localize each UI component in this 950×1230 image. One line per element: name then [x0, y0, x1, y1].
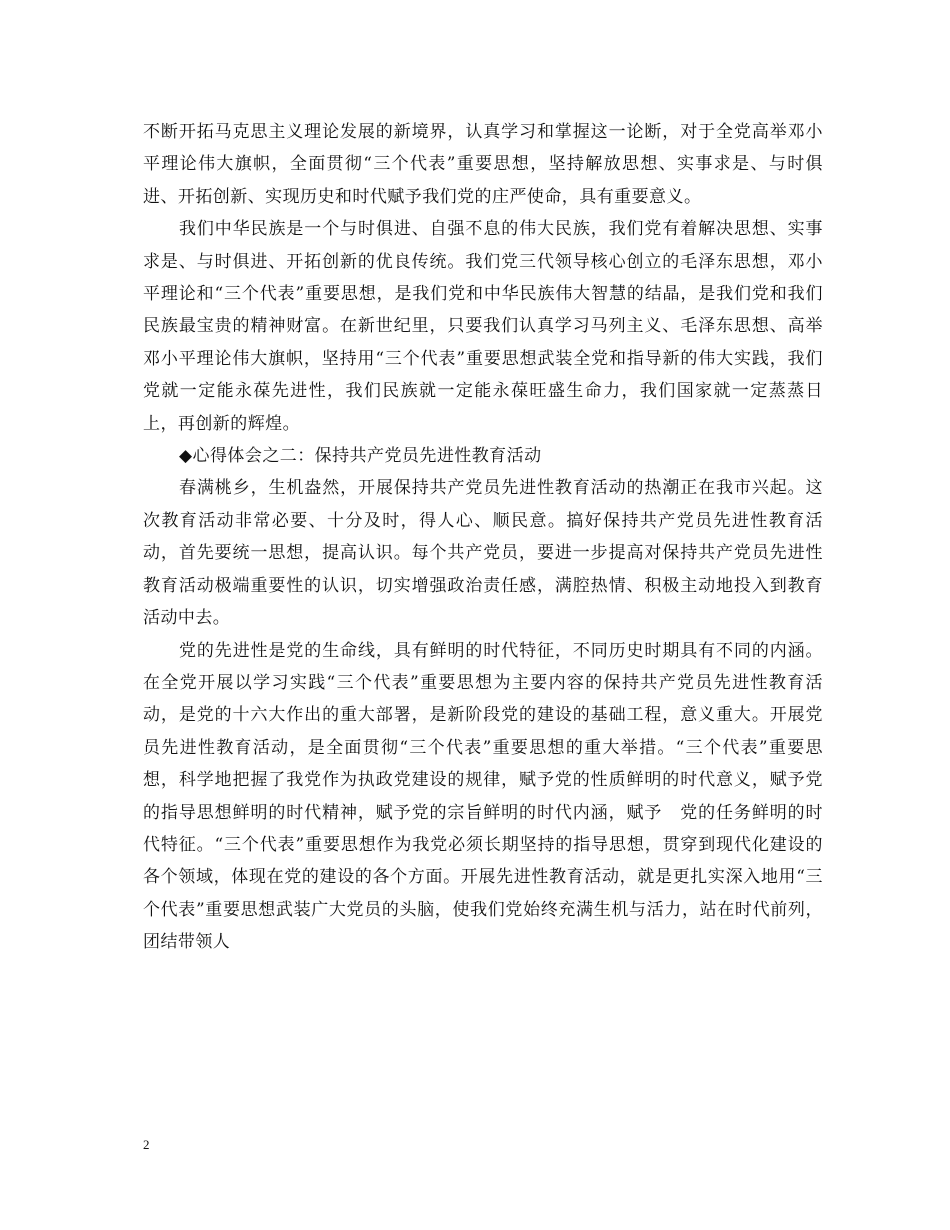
- page-number: 2: [143, 1137, 150, 1152]
- paragraph-continuation: 不断开拓马克思主义理论发展的新境界，认真学习和掌握这一论断，对于全党高举邓小平理论伟大旗帜，全面贯彻“三个代表”重要思想，坚持解放思想、实事求是、与时俱进、开拓创新、实现历史和时代赋予我们党的庄严使命，具有重要意义。: [143, 122, 823, 207]
- paragraph-spring: 春满桃乡，生机盎然，开展保持共产党员先进性教育活动的热潮正在我市兴起。这次教育活动非常必要、十分及时，得人心、顺民意。搞好保持共产党员先进性教育活动，首先要统一思想，提高认识。每个共产党员，要进一步提高对保持共产党员先进性教育活动极端重要性的认识，切实增强政治责任感，满腔热情、积极主动地投入到教育活动中去。: [143, 478, 823, 629]
- paragraph-advancement: 党的先进性是党的生命线，具有鲜明的时代特征，不同历史时期具有不同的内涵。在全党开展以学习实践“三个代表”重要思想为主要内容的保持共产党员先进性教育活动，是党的十六大作出的重大部署，是新阶段党的建设的基础工程，意义重大。开展党员先进性教育活动，是全面贯彻“三个代表”重要思想的重大举措。“三个代表”重要思想，科学地把握了我党作为执政党建设的规律，赋予党的性质鲜明的时代意义，赋予党的指导思想鲜明的时代精神，赋予党的宗旨鲜明的时代内涵，赋予 党的任务鲜明的时代特征。“三个代表”重要思想作为我党必须长期坚持的指导思想，贯穿到现代化建设的各个领域，体现在党的建设的各个方面。开展先进性教育活动，就是更扎实深入地用“三个代表”重要思想武装广大党员的头脑，使我们党始终充满生机与活力，站在时代前列，团结带领人: [143, 640, 823, 953]
- paragraph-chinese-nation: 我们中华民族是一个与时俱进、自强不息的伟大民族，我们党有着解决思想、实事求是、与时俱进、开拓创新的优良传统。我们党三代领导核心创立的毛泽东思想，邓小平理论和“三个代表”重要思想，是我们党和中华民族伟大智慧的结晶，是我们党和我们民族最宝贵的精神财富。在新世纪里，只要我们认真学习马列主义、毛泽东思想、高举邓小平理论伟大旗帜，坚持用“三个代表”重要思想武装全党和指导新的伟大实践，我们党就一定能永葆先进性，我们民族就一定能永葆旺盛生命力，我们国家就一定蒸蒸日上，再创新的辉煌。: [143, 219, 823, 434]
- document-body: [143, 116, 823, 959]
- section-heading: ◆心得体会之二：保持共产党员先进性教育活动: [179, 446, 542, 467]
